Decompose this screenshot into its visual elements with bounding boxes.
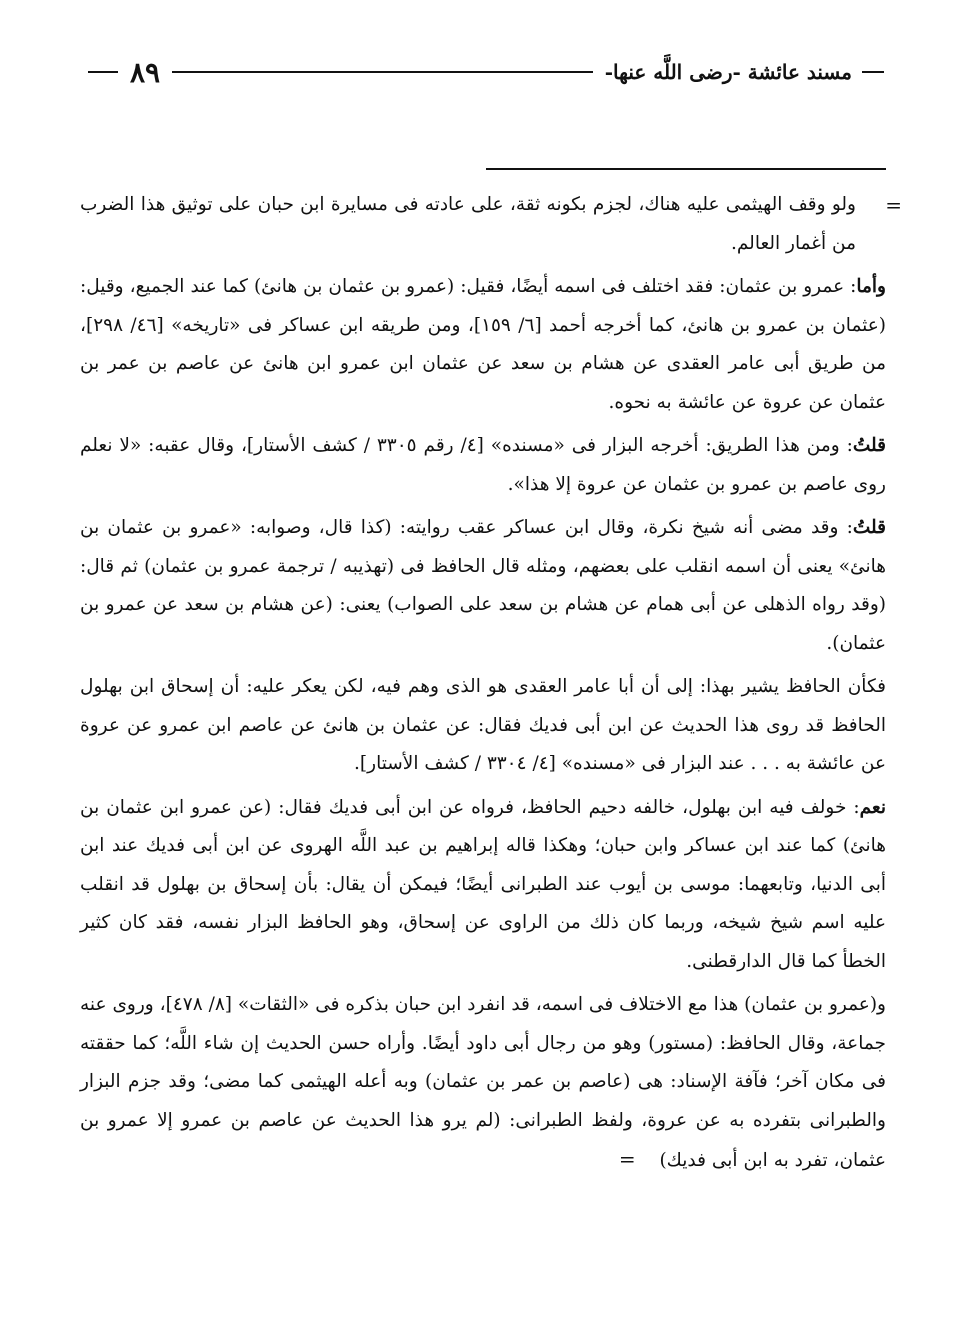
footnote-paragraph — [80, 986, 886, 1186]
footnote-paragraph — [80, 668, 886, 789]
footnote-paragraph — [80, 427, 886, 509]
paragraph-text: : عمرو بن عثمان: فقد اختلف فى اسمه أيضًا، فقيل: (عمرو بن عثمان بن هانئ) كما عند الجميع، وقيل: (عثمان بن عمرو بن هانئ، كما أخرجه أحمد [٦/ ١٥٩]، ومن طريقه ابن عساكر فى «تاريخه» [٤٦/ ٢٩٨]، من طريق أبى عامر العقدى عن هشام بن سعد عن عثمان ابن عمرو ابن هانئ عن عاصم بن عمر بن عثمان عن عروة عن عائشة به نحوه. — [80, 276, 886, 413]
paragraph-text: : وقد مضى أنه شيخ نكرة، وقال ابن عساكر عقب روايته: (كذا قال، وصوابه: «عمرو بن عثمان بن هانئ» يعنى أن اسمه انقلب على بعضهم، ومثله قال الحافظ فى (تهذيبه / ترجمة عمرو بن عثمان) ثم قال: (وقد رواه الذهلى عن أبى همام عن هشام بن سعد على الصواب) يعنى: (عن هشام بن سعد عن عمرو بن عثمان). — [80, 517, 886, 654]
paragraph-lead: قلتُ — [852, 517, 886, 538]
paragraph-lead: نعم — [859, 796, 886, 818]
paragraph-text: ولو وقف الهيثمى عليه هناك، لجزم بكونه ثقة، على عادته فى مسايرة ابن حبان على توثيق هذا الضرب من أغمار العالم. — [80, 194, 856, 254]
continuation-mark: = — [885, 193, 902, 217]
header-title: مسند عائشة -رضى اللَّه عنها- — [604, 60, 852, 84]
footnote-paragraph — [80, 268, 886, 427]
footnote-body — [80, 186, 902, 1186]
page-number: ٨٩ — [130, 55, 161, 89]
paragraph-lead: قلتُ — [852, 435, 886, 456]
header-rule-right — [862, 71, 884, 73]
header-rule — [172, 71, 593, 73]
footnote-paragraph — [80, 509, 886, 668]
paragraph-text: فكأن الحافظ يشير بهذا: إلى أن أبا عامر العقدى هو الذى وهم فيه، لكن يعكر عليه: أن إسحاق ابن بهلول الحافظ قد روى هذا الحديث عن ابن أبى فديك فقال: عن عثمان بن هانئ عن عاصم ابن عمرو عن عروة عن عائشة به . . . عند البزار فى «مسنده» [٤/ ٣٣٠٤ / كشف الأستار]. — [80, 676, 886, 774]
end-mark: = — [618, 1147, 636, 1171]
running-header — [88, 52, 884, 92]
header-rule-left — [88, 71, 118, 73]
paragraph-text: : ومن هذا الطريق: أخرجه البزار فى «مسنده» [٤/ رقم ٣٣٠٥ / كشف الأستار]، وقال عقبه: «لا نعلم روى عاصم بن عمرو بن عثمان عن عروة إلا هذا». — [80, 435, 886, 495]
paragraph-text: : خولف فيه ابن بهلول، خالفه دحيم الحافظ، فرواه عن ابن أبى فديك فقال: (عن عمرو ابن عثمان بن هانئ) كما عند ابن عساكر وابن حبان؛ وهكذا قاله إبراهيم بن عبد اللَّه الهروى عن ابن أبى فديك عند ابن أبى الدنيا، وتابعهما: موسى بن أيوب عند الطبرانى أيضًا؛ فيمكن أن يقال: بأن إسحاق بن بهلول قد انقلب عليه اسم شيخ شيخه، وربما كان ذلك من الراوى عن إسحاق، وهو الحافظ البزار نفسه، فقد كان كثير الخطأ كما قال الدارقطنى. — [80, 796, 886, 972]
paragraph-lead: وأما — [856, 276, 886, 297]
footnote-separator — [486, 168, 886, 170]
paragraph-text: و(عمرو بن عثمان) هذا مع الاختلاف فى اسمه، قد انفرد ابن حبان بذكره فى «الثقات» [٨/ ٤٧٨]، وروى عنه جماعة، وقال الحافظ: (مستور) وهو من رجال أبى داود أيضًا. وأراه حسن الحديث إن شاء اللَّه؛ كما حققته فى مكان آخر؛ فآفة الإسناد: هى (عاصم بن عمر بن عثمان) وبه أعله الهيثمى كما مضى؛ وقد جزم البزار والطبرانى بتفرده به عن عروة، ولفظ الطبرانى: (لم يرو هذا الحديث عن عاصم بن عمرو إلا عمرو بن عثمان، تفرد به ابن أبى فديك) — [80, 994, 886, 1171]
footnote-paragraph — [80, 789, 886, 987]
footnote-paragraph — [80, 186, 886, 268]
